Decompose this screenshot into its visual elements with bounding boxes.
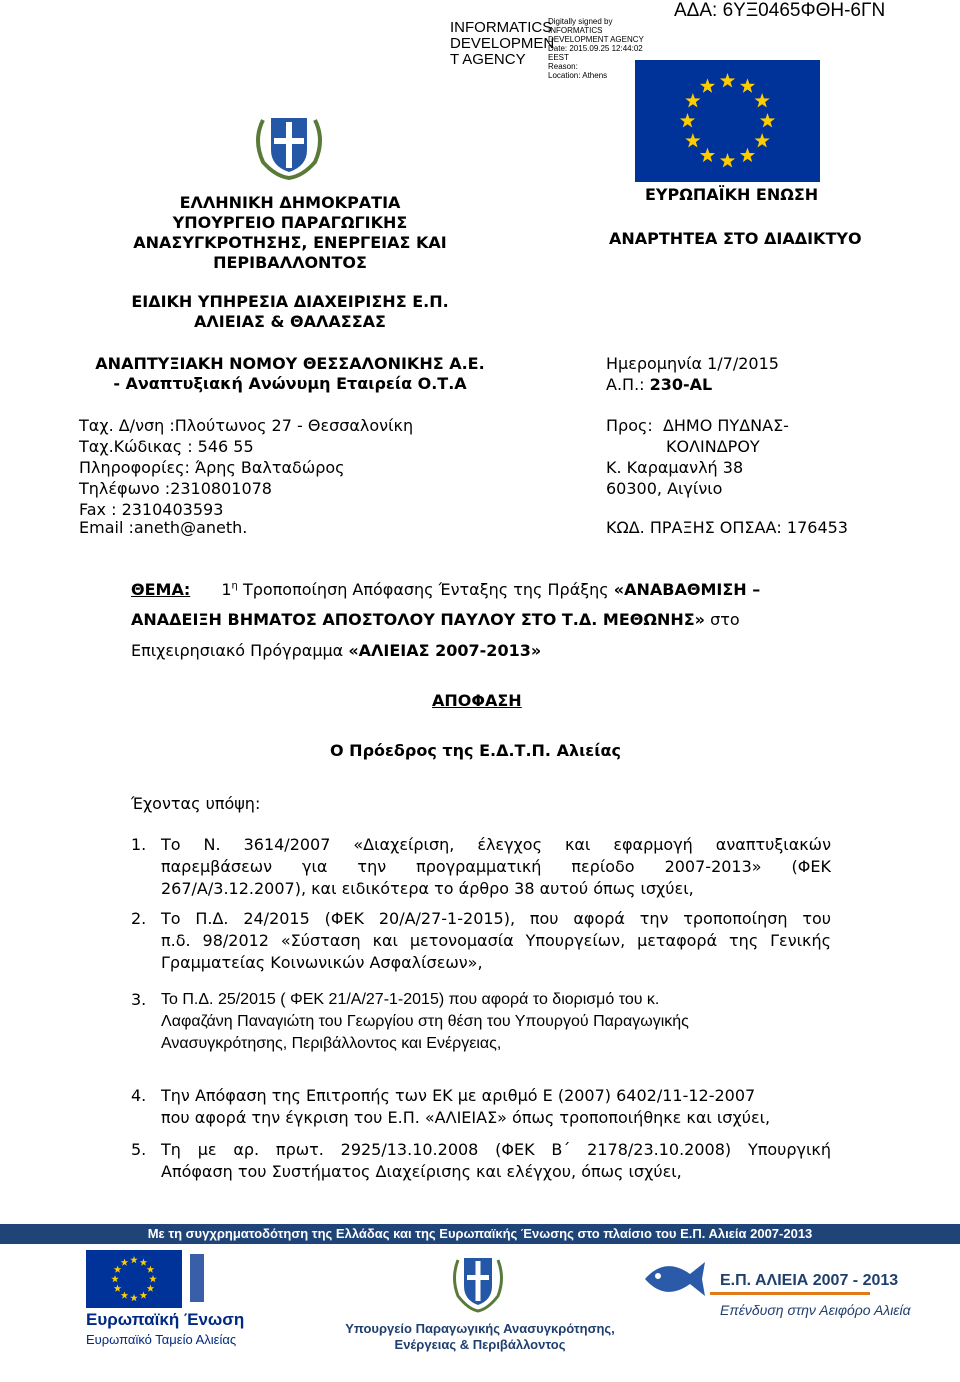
recipient-name: ΔΗΜΟ ΠΥΔΝΑΣ- [662,416,789,435]
signer-line: T AGENCY [450,51,526,68]
ministry-line: Ενέργειας & Περιβάλλοντος [394,1337,566,1352]
org-line: ΥΠΟΥΡΓΕΙΟ ΠΑΡΑΓΩΓΙΚΗΣ [172,213,408,232]
signature-detail-line: Digitally signed by [548,17,613,26]
eu-star-icon [121,1291,129,1298]
item-line: Απόφαση του Συστήματος Διαχείρισης και ελέγχου, όπως ισχύει, [161,1162,682,1181]
eu-star-icon [740,148,755,162]
org-line: ΑΝΑΣΥΓΚΡΟΤΗΣΗΣ, ΕΝΕΡΓΕΙΑΣ ΚΑΙ [133,233,447,252]
eu-star-icon [740,78,755,92]
president-title: Ο Πρόεδρος της Ε.Δ.Τ.Π. Αλιείας [330,741,621,760]
sender-email: Email :aneth@aneth. [79,518,248,537]
subject-text: στο [705,610,740,629]
eu-star-icon [685,133,700,147]
eu-logo-title: Ευρωπαϊκή Ένωση [86,1310,245,1329]
subject-line-2 [131,610,831,629]
agency-line: - Αναπτυξιακή Ανώνυμη Εταιρεία Ο.Τ.Α [113,374,467,393]
eu-star-icon [130,1256,138,1263]
wave-icon [190,1254,204,1302]
signature-details [548,17,644,80]
item-line: Γραμματείας Κοινωνικών Ασφαλίσεων», [161,953,483,972]
eu-small-flag-icon [86,1250,182,1308]
agency-header [80,354,500,394]
greek-coat-of-arms-icon [249,110,329,180]
item-line: π.δ. 98/2012 «Σύσταση και μετονομασία Υπουργείων, μεταφορά της Γενικής [161,931,831,950]
ada-code: ΑΔΑ: 6ΥΞ0465ΦΘΗ-6ΓΝ [674,0,886,21]
item-number: 5. [131,1140,147,1159]
eu-star-icon [147,1266,155,1273]
eu-star-icon [121,1259,129,1266]
subject-program: «ΑΛΙΕΙΑΣ 2007-2013» [348,641,542,660]
recipient-city: 60300, Αιγίνιο [606,479,723,498]
signature-detail-line: Location: Athens [548,71,608,80]
fish-logo-icon [640,1254,710,1304]
signature-detail-line: EEST [548,53,569,62]
recipient-street: Κ. Καραμανλή 38 [606,458,744,477]
sender-info-contact: Πληροφορίες: Άρης Βαλταδώρος [79,458,345,477]
item-line: Το Π.Δ. 25/2015 ( ΦΕΚ 21/Α/27-1-2015) που αφορά το διορισμό του κ. [161,991,660,1008]
eu-logo-subtitle: Ευρωπαϊκό Ταμείο Αλιείας [86,1332,237,1347]
org-line: ΠΕΡΙΒΑΛΛΟΝΤΟΣ [213,253,367,272]
eu-star-icon [755,133,770,147]
eu-title: ΕΥΡΩΠΑΪΚΗ ΕΝΩΣΗ [645,185,819,204]
eu-star-icon [111,1275,119,1282]
subject-line-1 [131,580,831,599]
protocol-value: 230-AL [649,375,713,394]
item-line: 267/Α/3.12.2007), και ειδικότερα το άρθρο 38 αυτού όπως ισχύει, [161,879,694,898]
cofinancing-banner: Με τη συγχρηματοδότηση της Ελλάδας και της Ευρωπαϊκής Ένωσης στο πλαίσιο του Ε.Π. Αλιεία 2007-2013 [0,1224,960,1244]
item-line: Την Απόφαση της Επιτροπής των ΕΚ με αριθμό Ε (2007) 6402/11-12-2007 [161,1086,756,1105]
sender-postcode: Ταχ.Κώδικας : 546 55 [79,437,254,456]
eu-flag-icon [635,60,820,182]
item-number: 2. [131,909,147,928]
ministry-logo-text [345,1321,615,1353]
subject-label: ΘΕΜΑ: [131,580,191,599]
eu-star-icon [700,148,715,162]
service-header [80,292,500,332]
item-line: Το Π.Δ. 24/2015 (ΦΕΚ 20/Α/27-1-2015), που αφορά την τροποποίηση του [161,909,831,928]
org-header [95,193,485,273]
subject-line-3 [131,641,541,660]
item-number: 4. [131,1086,147,1105]
signature-detail-line: Date: 2015.09.25 12:44:02 [548,44,643,53]
item-line: Το Ν. 3614/2007 «Διαχείριση, έλεγχος και εφαρμογή αναπτυξιακών [161,835,831,854]
subject-text: Τροποποίηση Απόφασης Ένταξης της Πράξης [237,580,614,599]
item-line: Λαφαζάνη Παναγιώτη του Γεωργίου στη θέση του Υπουργού Παραγωγικής [161,1013,689,1030]
subject-project-title: «ΑΝΑΒΑΘΜΙΣΗ – [613,580,761,599]
eu-star-icon [700,78,715,92]
signature-detail-line: Reason: [548,62,578,71]
signature-detail-line: INFORMATICS [548,26,603,35]
item-number: 3. [131,990,147,1009]
protocol-label: Α.Π.: [606,375,650,394]
eu-star-icon [720,73,735,87]
decision-title: ΑΠΟΦΑΣΗ [432,691,522,710]
item-line: παρεμβάσεων για την προγραμματική περίοδο 2007-2013» (ΦΕΚ [161,857,831,876]
protocol-number [606,375,712,394]
agency-line: ΑΝΑΠΤΥΞΙΑΚΗ ΝΟΜΟΥ ΘΕΣΣΑΛΟΝΙΚΗΣ Α.Ε. [95,354,485,373]
eu-star-icon [130,1294,138,1301]
recipient-label: Προς: [606,416,653,435]
document-date: Ημερομηνία 1/7/2015 [606,354,779,373]
eu-star-icon [685,93,700,107]
item-number: 1. [131,835,147,854]
signature-detail-line: DEVELOPMENT AGENCY [548,35,644,44]
list-item [131,1085,831,1129]
recipient-name-cont: ΚΟΛΙΝΔΡΟΥ [666,437,760,456]
eu-star-icon [114,1266,122,1273]
signature-signer [450,20,554,68]
eu-star-icon [720,153,735,167]
service-line: ΕΙΔΙΚΗ ΥΠΗΡΕΣΙΑ ΔΙΑΧΕΙΡΙΣΗΣ Ε.Π. [131,292,449,311]
list-item [131,834,831,900]
program-logo-title: Ε.Π. ΑΛΙΕΙΑ 2007 - 2013 [720,1272,899,1289]
subject-text: Επιχειρησιακό Πρόγραμμα [131,641,349,660]
item-line: που αφορά την έγκριση του Ε.Π. «ΑΛΙΕΙΑΣ» όπως τροποποιήθηκε και ισχύει, [161,1108,771,1127]
eu-star-icon [755,93,770,107]
item-line: Ανασυγκρότησης, Περιβάλλοντος και Ενέργειας, [161,1035,502,1052]
signer-line: INFORMATICS [450,19,553,36]
subject-sup: η [231,580,238,592]
eu-star-icon [140,1259,148,1266]
eu-star-icon [114,1285,122,1292]
program-logo-subtitle: Επένδυση στην Αειφόρο Αλιεία [720,1302,911,1318]
eu-star-icon [680,113,695,127]
ministry-line: Υπουργείο Παραγωγικής Ανασυγκρότησης, [345,1321,615,1336]
considering-heading: Έχοντας υπόψη: [131,794,261,813]
project-code: ΚΩΔ. ΠΡΑΞΗΣ ΟΠΣΑΑ: 176453 [606,518,848,537]
signer-line: DEVELOPMEN [450,35,555,52]
subject-number: 1 [221,580,232,599]
eu-star-icon [147,1285,155,1292]
recipient-line [606,416,789,435]
list-item [131,1139,831,1183]
eu-star-icon [760,113,775,127]
posted-online: ΑΝΑΡΤΗΤΕΑ ΣΤΟ ΔΙΑΔΙΚΤΥΟ [609,229,862,248]
greek-coat-of-arms-small-icon [448,1252,508,1314]
service-line: ΑΛΙΕΙΑΣ & ΘΑΛΑΣΣΑΣ [194,312,386,331]
list-item [131,908,831,974]
item-line: Τη με αρ. πρωτ. 2925/13.10.2008 (ΦΕΚ Β΄ 2178/23.10.2008) Υπουργική [161,1140,831,1159]
sender-fax: Fax : 2310403593 [79,500,224,519]
sender-address: Ταχ. Δ/νση :Πλούτωνος 27 - Θεσσαλονίκη [79,416,414,435]
subject-project-title-cont: ΑΝΑΔΕΙΞΗ ΒΗΜΑΤΟΣ ΑΠΟΣΤΟΛΟΥ ΠΑΥΛΟΥ ΣΤΟ Τ.Δ. ΜΕΘΩΝΗΣ» [131,610,705,629]
org-line: ΕΛΛΗΝΙΚΗ ΔΗΜΟΚΡΑΤΙΑ [179,193,401,212]
eu-star-icon [140,1291,148,1298]
program-divider [710,1292,870,1295]
eu-star-icon [149,1275,157,1282]
sender-phone: Τηλέφωνο :2310801078 [79,479,272,498]
list-item [131,989,831,1055]
footer-logos [0,1244,960,1382]
